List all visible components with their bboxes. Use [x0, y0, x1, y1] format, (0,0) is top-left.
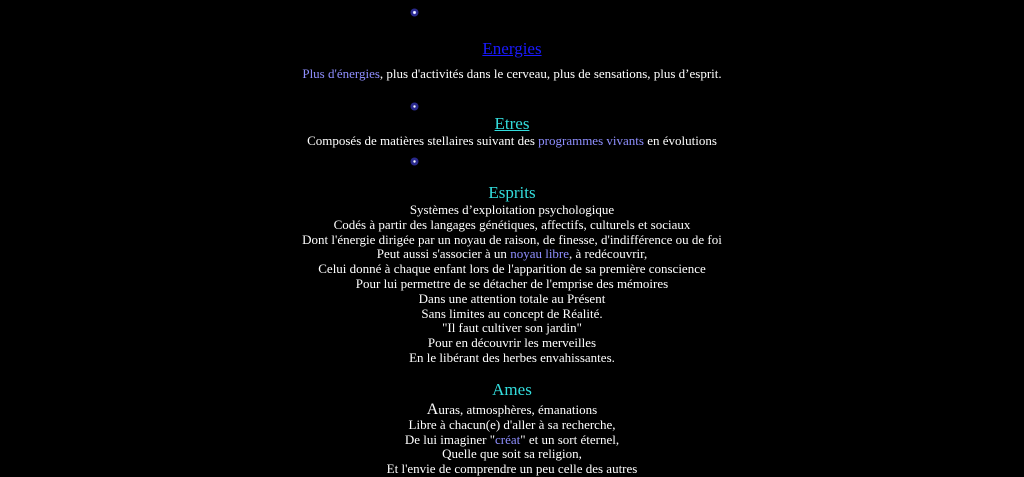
esprits-line-3: Dont l'énergie dirigée par un noyau de raison, de finesse, d'indifférence ou de foi — [302, 231, 722, 247]
ames-line-3-after: " et un sort éternel, — [520, 431, 620, 447]
esprits-line-4-after: , à redécouvrir, — [569, 246, 648, 262]
esprits-line-6: Pour lui permettre de se détacher de l'emprise des mémoires — [355, 275, 669, 291]
noyau-libre-link[interactable]: noyau libre — [510, 246, 570, 262]
energies-link[interactable]: Plus d'énergies — [302, 66, 380, 81]
section-ames — [0, 380, 1024, 477]
energies-line — [0, 67, 1024, 82]
star-icon — [410, 8, 419, 17]
ames-line-1-rest: uras, atmosphères, émanations — [438, 402, 598, 417]
etres-line — [0, 134, 1024, 149]
esprits-line-9: "Il faut cultiver son jardin" — [442, 320, 582, 336]
esprits-line-7: Dans une attention totale au Présent — [418, 290, 606, 306]
ames-line-4: Quelle que soit sa religion, — [442, 446, 582, 462]
esprits-line-2: Codés à partir des langages génétiques, affectifs, culturels et sociaux — [333, 216, 691, 232]
ames-line-5: Et l'envie de comprendre un peu celle des autres — [386, 461, 638, 477]
energies-title-link[interactable]: Energies — [482, 39, 542, 58]
etres-programmes-link[interactable]: programmes vivants — [538, 133, 644, 148]
esprits-line-8: Sans limites au concept de Réalité. — [421, 305, 603, 321]
esprits-title: Esprits — [488, 183, 536, 202]
esprits-line-1: Systèmes d’exploitation psychologique — [409, 202, 615, 217]
energies-text — [0, 67, 1024, 82]
ames-line-1-initial: A — [426, 401, 439, 418]
ames-title: Ames — [492, 380, 532, 399]
star-icon — [410, 102, 419, 111]
energies-line-text: , plus d'activités dans le cerveau, plus de sensations, plus d’esprit. — [379, 66, 722, 81]
star-icon — [410, 157, 419, 166]
ames-line-3 — [0, 433, 1024, 448]
etres-line-after: en évolutions — [643, 133, 717, 148]
etres-title-link[interactable]: Etres — [494, 114, 530, 133]
esprits-line-10: Pour en découvrir les merveilles — [427, 335, 597, 351]
ames-line-3-before: De lui imaginer " — [404, 431, 496, 447]
esprits-line-4 — [0, 247, 1024, 262]
section-esprits — [0, 183, 1024, 366]
esprits-line-4-before: Peut aussi s'associer à un — [376, 246, 511, 262]
esprits-line-5: Celui donné à chaque enfant lors de l'apparition de sa première conscience — [318, 261, 706, 277]
creat-link[interactable]: créat — [495, 431, 521, 447]
ames-line-1 — [0, 403, 1024, 418]
ames-line-2: Libre à chacun(e) d'aller à sa recherche, — [408, 416, 616, 432]
esprits-line-11: En le libérant des herbes envahissantes. — [409, 349, 615, 365]
section-energies — [0, 39, 1024, 59]
etres-line-before: Composés de matières stellaires suivant des — [307, 133, 539, 148]
section-etres — [0, 114, 1024, 149]
